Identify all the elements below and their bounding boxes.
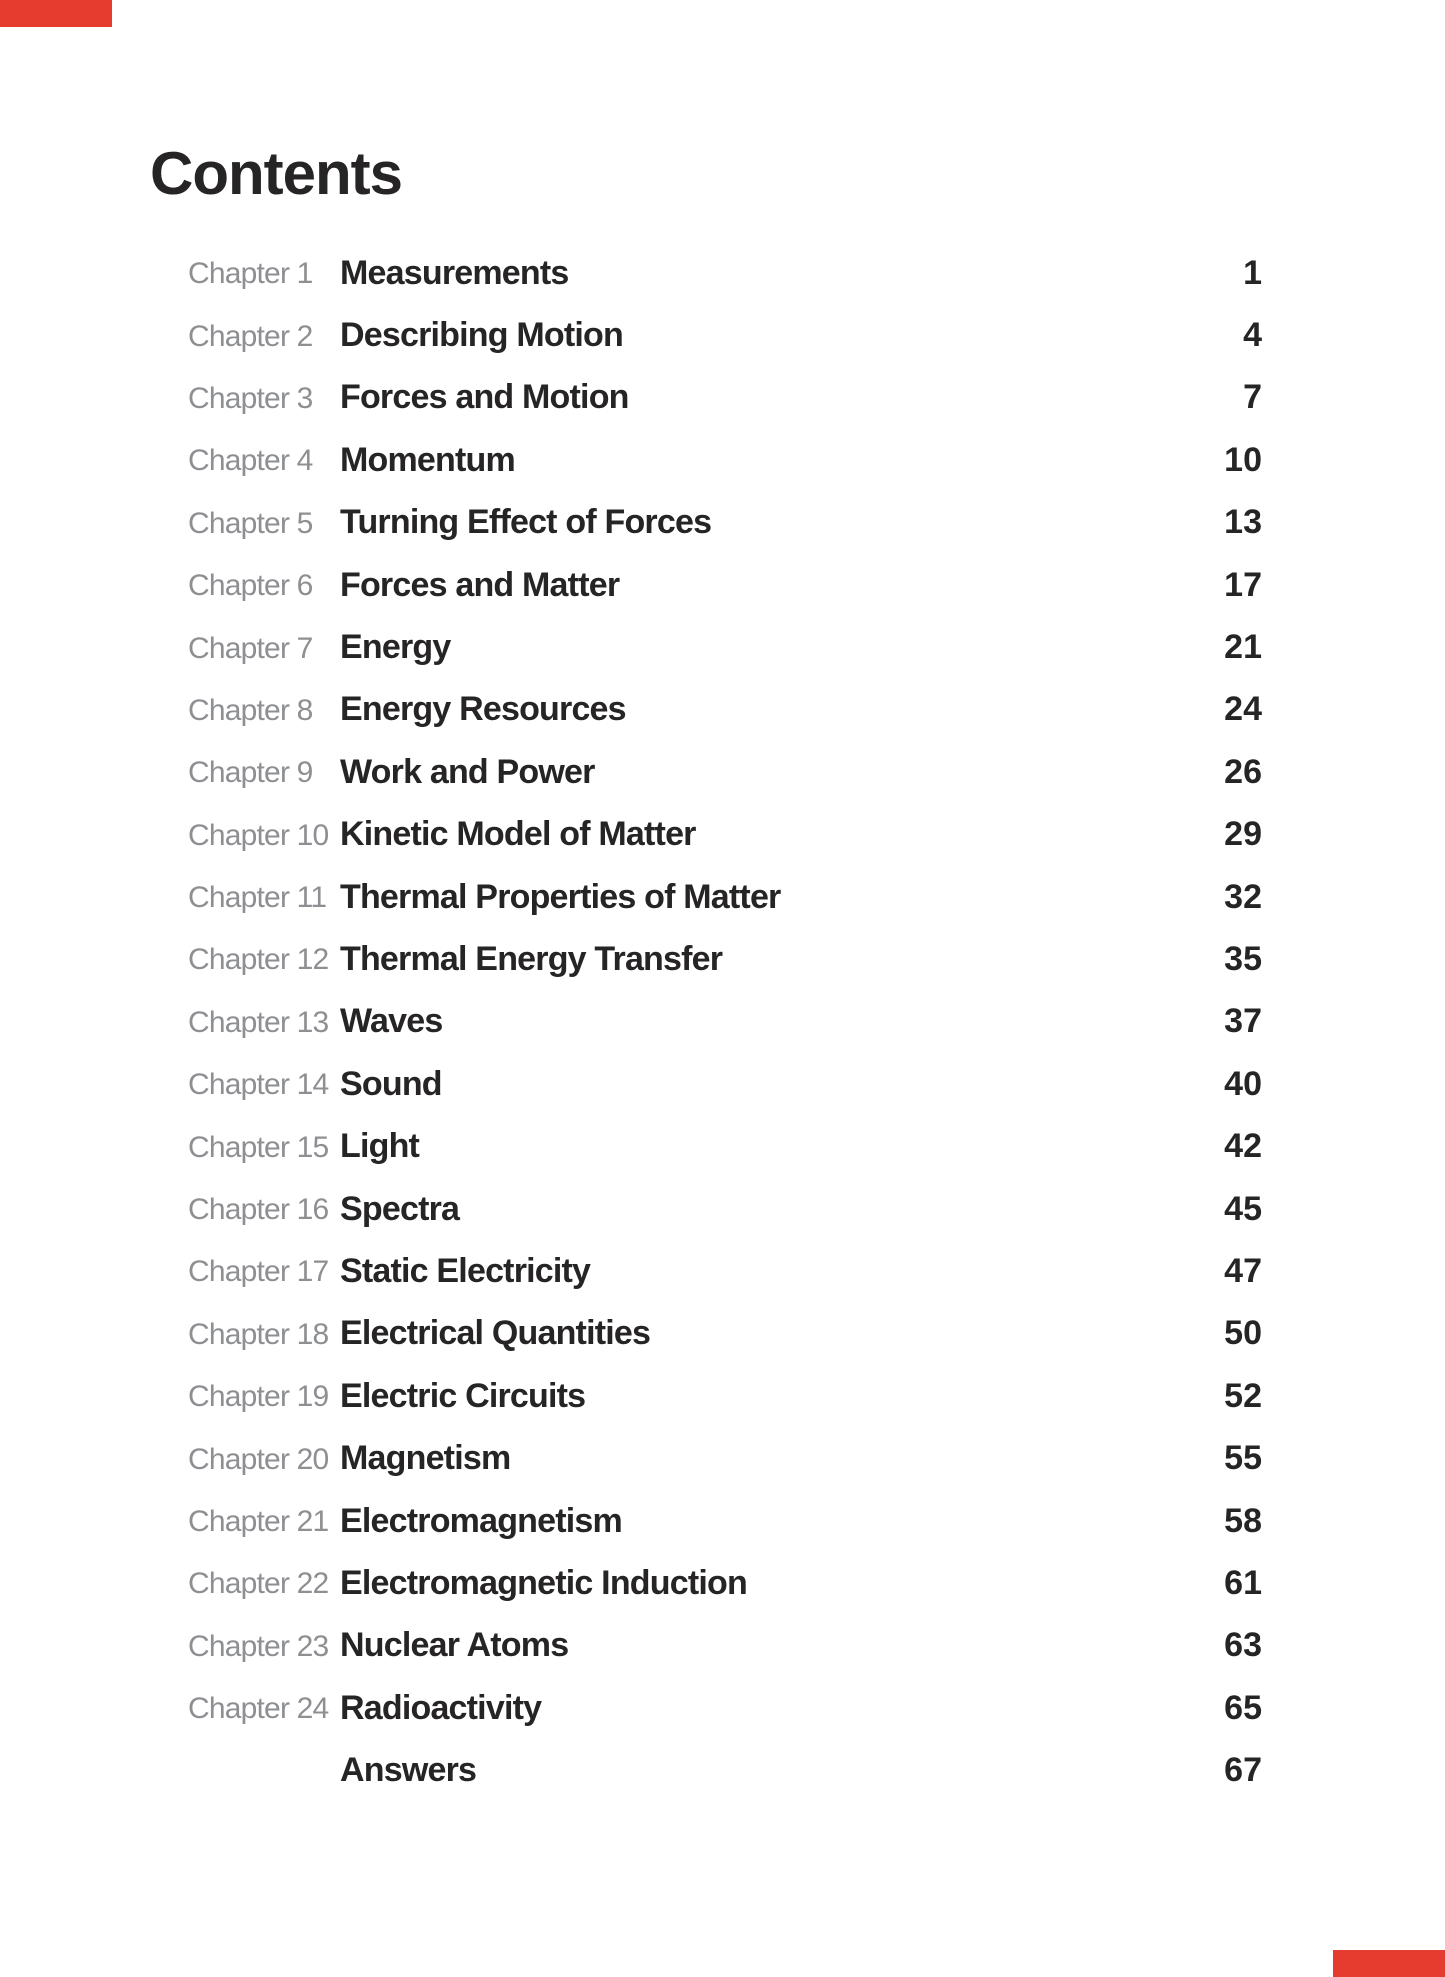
toc-row xyxy=(188,928,1262,990)
chapter-title: Energy Resources xyxy=(340,690,626,729)
page-number: 10 xyxy=(1224,440,1262,479)
page-number: 21 xyxy=(1224,628,1262,667)
chapter-label: Chapter 9 xyxy=(188,756,313,790)
chapter-title: Energy xyxy=(340,628,451,667)
chapter-title: Electromagnetic Induction xyxy=(340,1563,747,1602)
chapter-title: Nuclear Atoms xyxy=(340,1626,569,1665)
chapter-label: Chapter 23 xyxy=(188,1629,329,1663)
chapter-title: Answers xyxy=(340,1751,477,1790)
chapter-title: Sound xyxy=(340,1064,442,1103)
page-number: 55 xyxy=(1224,1439,1262,1478)
page-number: 50 xyxy=(1224,1314,1262,1353)
chapter-label: Chapter 5 xyxy=(188,506,313,540)
toc-row xyxy=(188,866,1262,928)
chapter-label: Chapter 7 xyxy=(188,631,313,665)
chapter-label: Chapter 11 xyxy=(188,881,327,915)
toc-row xyxy=(188,741,1262,803)
chapter-title: Electromagnetism xyxy=(340,1501,622,1540)
page-number: 1 xyxy=(1243,253,1262,292)
toc-row xyxy=(188,1178,1262,1240)
page-number: 13 xyxy=(1224,503,1262,542)
toc-row xyxy=(188,1677,1262,1739)
chapter-label: Chapter 6 xyxy=(188,569,313,603)
chapter-label: Chapter 21 xyxy=(188,1505,329,1538)
chapter-title: Spectra xyxy=(340,1189,460,1228)
chapter-title: Thermal Energy Transfer xyxy=(340,939,723,978)
toc-row xyxy=(188,492,1262,554)
toc-row xyxy=(188,304,1262,366)
page-title: Contents xyxy=(150,140,402,207)
chapter-title: Static Electricity xyxy=(340,1251,591,1290)
toc-row xyxy=(188,242,1262,304)
chapter-title: Turning Effect of Forces xyxy=(340,503,712,542)
page-number: 40 xyxy=(1224,1064,1262,1103)
chapter-label: Chapter 22 xyxy=(188,1567,329,1601)
toc-row xyxy=(188,1053,1262,1115)
chapter-label: Chapter 15 xyxy=(188,1130,329,1164)
toc-row xyxy=(188,554,1262,616)
page-number: 24 xyxy=(1224,690,1262,729)
chapter-title: Radioactivity xyxy=(340,1688,542,1727)
toc-row xyxy=(188,1303,1262,1365)
chapter-label: Chapter 16 xyxy=(188,1193,329,1227)
chapter-label: Chapter 18 xyxy=(188,1317,329,1351)
toc-row xyxy=(188,1240,1262,1302)
toc-row xyxy=(188,616,1262,678)
page-number: 35 xyxy=(1224,939,1262,978)
chapter-title: Describing Motion xyxy=(340,316,623,355)
chapter-label: Chapter 12 xyxy=(188,943,329,977)
page-number: 61 xyxy=(1224,1563,1262,1602)
chapter-title: Electric Circuits xyxy=(340,1376,586,1415)
chapter-label: Chapter 17 xyxy=(188,1255,329,1289)
page-number: 65 xyxy=(1224,1688,1262,1727)
page-number: 45 xyxy=(1224,1189,1262,1228)
toc-row xyxy=(188,1365,1262,1427)
chapter-title: Measurements xyxy=(340,253,569,292)
page-number: 17 xyxy=(1224,565,1262,604)
chapter-title: Momentum xyxy=(340,440,515,479)
chapter-label: Chapter 24 xyxy=(188,1692,329,1726)
page-number: 47 xyxy=(1224,1251,1262,1290)
chapter-title: Light xyxy=(340,1127,420,1166)
page-number: 26 xyxy=(1224,752,1262,791)
red-corner-mark-top-left xyxy=(0,0,112,27)
chapter-label: Chapter 14 xyxy=(188,1068,329,1102)
toc-row xyxy=(188,991,1262,1053)
chapter-label: Chapter 20 xyxy=(188,1442,329,1476)
page-number: 63 xyxy=(1224,1626,1262,1665)
page-number: 7 xyxy=(1243,378,1262,417)
page-number: 32 xyxy=(1224,877,1262,916)
chapter-label: Chapter 8 xyxy=(188,693,313,727)
toc-row xyxy=(188,1552,1262,1614)
page-number: 67 xyxy=(1224,1751,1262,1790)
chapter-title: Work and Power xyxy=(340,752,595,791)
red-corner-mark-bottom-right xyxy=(1333,1950,1445,1977)
toc-row xyxy=(188,367,1262,429)
toc-row xyxy=(188,1739,1262,1801)
toc-row xyxy=(188,1490,1262,1552)
toc-row xyxy=(188,1615,1262,1677)
toc-row xyxy=(188,1115,1262,1177)
page-number: 58 xyxy=(1224,1501,1262,1540)
chapter-title: Waves xyxy=(340,1002,443,1041)
page-number: 52 xyxy=(1224,1376,1262,1415)
chapter-label: Chapter 19 xyxy=(188,1380,329,1414)
page-number: 37 xyxy=(1224,1002,1262,1041)
chapter-label: Chapter 4 xyxy=(188,444,313,478)
toc-row xyxy=(188,679,1262,741)
chapter-title: Forces and Motion xyxy=(340,378,629,417)
page-number: 4 xyxy=(1243,316,1262,355)
page-number: 29 xyxy=(1224,815,1262,854)
page-number: 42 xyxy=(1224,1127,1262,1166)
chapter-label: Chapter 13 xyxy=(188,1005,329,1039)
chapter-title: Kinetic Model of Matter xyxy=(340,815,696,854)
table-of-contents xyxy=(188,242,1262,1802)
toc-row xyxy=(188,804,1262,866)
chapter-title: Electrical Quantities xyxy=(340,1314,651,1353)
chapter-label: Chapter 10 xyxy=(188,818,329,852)
chapter-title: Forces and Matter xyxy=(340,565,620,604)
chapter-label: Chapter 2 xyxy=(188,319,313,353)
chapter-label: Chapter 1 xyxy=(188,257,313,291)
chapter-label: Chapter 3 xyxy=(188,381,313,415)
chapter-title: Magnetism xyxy=(340,1439,511,1478)
chapter-title: Thermal Properties of Matter xyxy=(340,877,781,916)
toc-row xyxy=(188,429,1262,491)
toc-row xyxy=(188,1427,1262,1489)
